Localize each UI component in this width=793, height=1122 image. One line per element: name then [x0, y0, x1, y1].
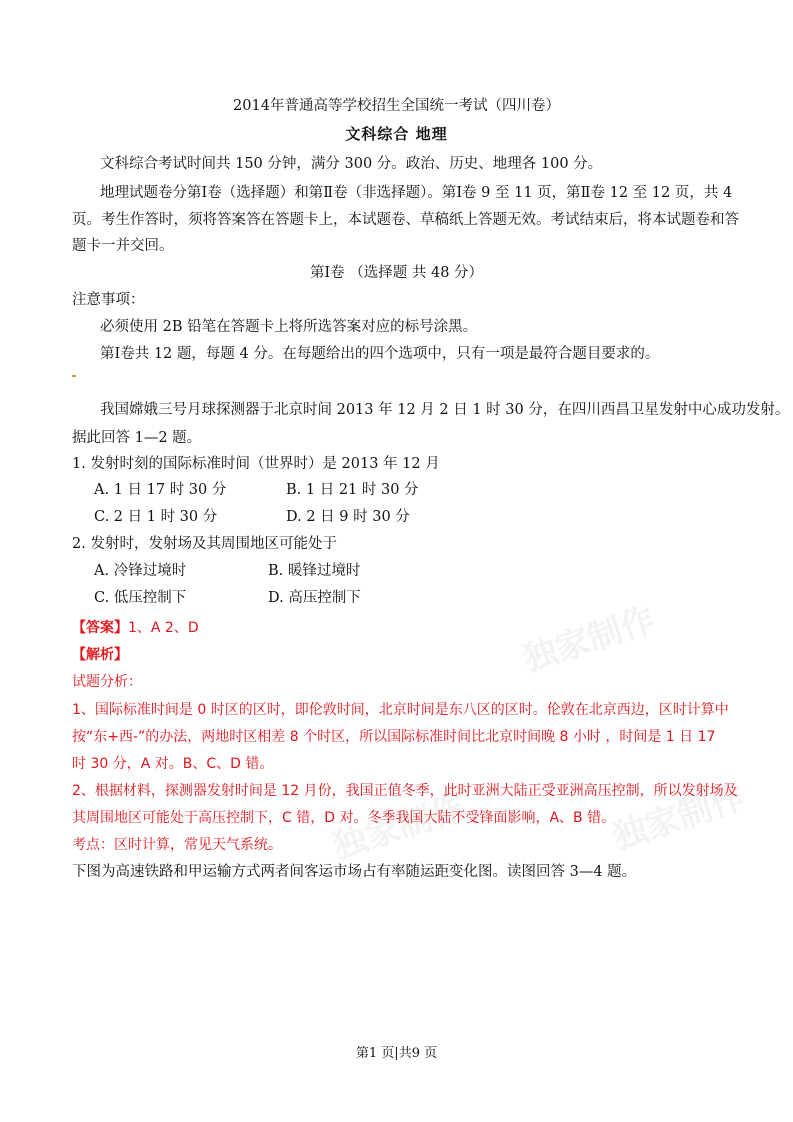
analysis-p2-line-2: 其周围地区可能处于高压控制下，C 错，D 对。冬季我国大陆不受锋面影响，A、B 错。 — [72, 810, 616, 826]
analysis-p1-line-2: 按“东+西-”的办法，两地时区相差 8 个时区，所以国际标准时间比北京时间晚 8 小时 ，时间是 1 日 17 — [72, 729, 716, 745]
q1-option-b: B. 1 日 21 时 30 分 — [286, 482, 419, 498]
analysis-key-point: 考点：区时计算，常见天气系统。 — [72, 837, 282, 853]
section-heading: 第Ⅰ卷 （选择题 共 48 分） — [309, 265, 484, 281]
page-footer: 第1 页|共9 页 — [355, 1046, 438, 1061]
answer-label: 【答案】 — [72, 620, 128, 636]
watermark-2: 独家制作 — [328, 787, 470, 868]
intro-line-4: 题卡一并交回。 — [72, 238, 174, 254]
analysis-p1-line-1: 1、国际标准时间是 0 时区的区时，即伦敦时间，北京时间是东八区的区时。伦敦在北京西边，区时计算中 — [72, 702, 729, 718]
q1-option-c: C. 2 日 1 时 30 分 — [94, 509, 218, 525]
exam-subtitle: 文科综合 地理 — [345, 125, 448, 143]
q2-option-b: B. 暖锋过境时 — [268, 563, 361, 579]
analysis-sublabel: 试题分析： — [72, 674, 142, 690]
analysis-p1-line-3: 时 30 分，A 对。B、C、D 错。 — [72, 756, 274, 772]
divider-mark — [72, 375, 76, 377]
q1-option-d: D. 2 日 9 时 30 分 — [286, 509, 410, 525]
exam-title: 2014年普通高等学校招生全国统一考试（四川卷） — [233, 98, 560, 114]
note-1: 必须使用 2B 铅笔在答题卡上将所选答案对应的标号涂黑。 — [100, 319, 478, 335]
answer-line — [72, 614, 199, 643]
q2-option-d: D. 高压控制下 — [268, 590, 361, 606]
notes-label: 注意事项： — [72, 292, 145, 308]
passage-line-1: 我国嫦娥三号月球探测器于北京时间 2013 年 12 月 2 日 1 时 30 分，在四川西昌卫星发射中心成功发射。 — [100, 402, 790, 418]
watermark-3: 独家制作 — [608, 777, 750, 858]
next-question-intro: 下图为高速铁路和甲运输方式两者间客运市场占有率随运距变化图。读图回答 3—4 题。 — [72, 864, 637, 880]
note-2: 第Ⅰ卷共 12 题，每题 4 分。在每题给出的四个选项中，只有一项是最符合题目要求的。 — [100, 346, 660, 362]
intro-line-1: 文科综合考试时间共 150 分钟，满分 300 分。政治、历史、地理各 100 分。 — [100, 156, 603, 172]
watermark-1: 独家制作 — [518, 599, 660, 680]
intro-line-2: 地理试题卷分第Ⅰ卷（选择题）和第Ⅱ卷（非选择题）。第Ⅰ卷 9 至 11 页，第Ⅱ卷 12 至 12 页，共 4 — [100, 185, 733, 201]
question-2-stem: 2. 发射时，发射场及其周围地区可能处于 — [72, 536, 337, 552]
question-1-stem: 1. 发射时刻的国际标准时间（世界时）是 2013 年 12 月 — [72, 456, 440, 472]
q2-option-a: A. 冷锋过境时 — [94, 563, 187, 579]
analysis-p2-line-1: 2、根据材料，探测器发射时间是 12 月份，我国正值冬季，此时亚洲大陆正受亚洲高压控制，所以发射场及 — [72, 783, 738, 799]
analysis-label: 【解析】 — [72, 647, 128, 663]
answer-text: 1、A 2、D — [128, 620, 199, 636]
intro-line-3: 页。考生作答时，须将答案答在答题卡上，本试题卷、草稿纸上答题无效。考试结束后，将本试题卷和答 — [72, 212, 739, 228]
passage-line-2: 据此回答 1—2 题。 — [72, 430, 202, 446]
q2-option-c: C. 低压控制下 — [94, 590, 187, 606]
q1-option-a: A. 1 日 17 时 30 分 — [94, 482, 227, 498]
